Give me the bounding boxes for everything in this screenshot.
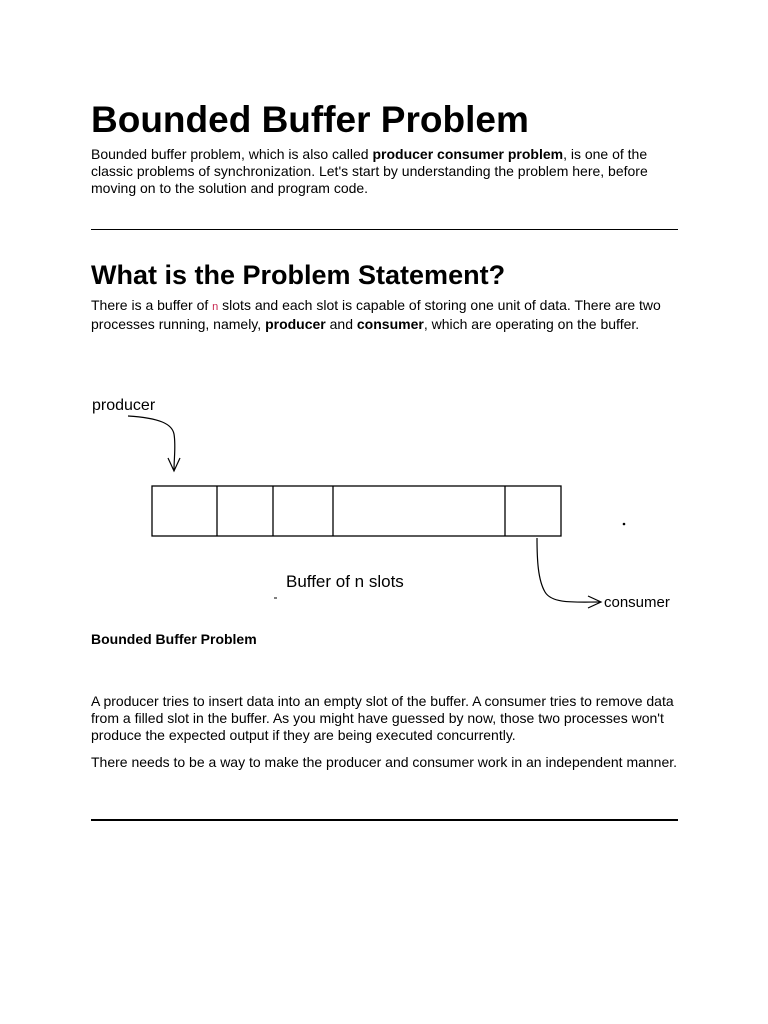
producer-arrow <box>128 416 175 470</box>
intro-bold-term: producer consumer problem <box>372 146 564 162</box>
buffer-box <box>152 486 561 536</box>
statement-bold-consumer: consumer <box>356 316 424 332</box>
paragraph-producer-consumer: A producer tries to insert data into an empty slot of the buffer. A consumer tries to remove data from a filled slot in the buffer. As you might have guessed by now, those two processes won't produce the expected output if they are being executed concurrently. <box>91 693 674 743</box>
statement-text-1: There is a buffer of <box>91 297 213 313</box>
figure-caption: Bounded Buffer Problem <box>91 631 257 647</box>
statement-text-2: slots and each slot is capable of storing one unit of data. There are two processes running, namely, <box>91 297 661 332</box>
statement-bold-producer: producer <box>265 316 326 332</box>
inline-code-n: n <box>212 301 219 313</box>
diagram-producer-label: producer <box>92 397 156 414</box>
paragraph-independent: There needs to be a way to make the producer and consumer work in an independent manner. <box>91 754 678 770</box>
intro-text-end: , is one of the classic problems of synchronization. Let's start by understanding the problem here, before moving on to the solution and program code. <box>91 146 648 196</box>
stray-dot <box>623 523 626 526</box>
section-heading: What is the Problem Statement? <box>91 260 506 290</box>
statement-text-4: , which are operating on the buffer. <box>423 316 640 332</box>
diagram-buffer-label: Buffer of n slots <box>286 572 404 591</box>
diagram-consumer-label: consumer <box>604 594 670 611</box>
consumer-arrow <box>537 538 600 602</box>
statement-text-3: and <box>325 316 357 332</box>
page-title: Bounded Buffer Problem <box>91 99 529 140</box>
intro-text-start: Bounded buffer problem, which is also called <box>91 146 373 162</box>
